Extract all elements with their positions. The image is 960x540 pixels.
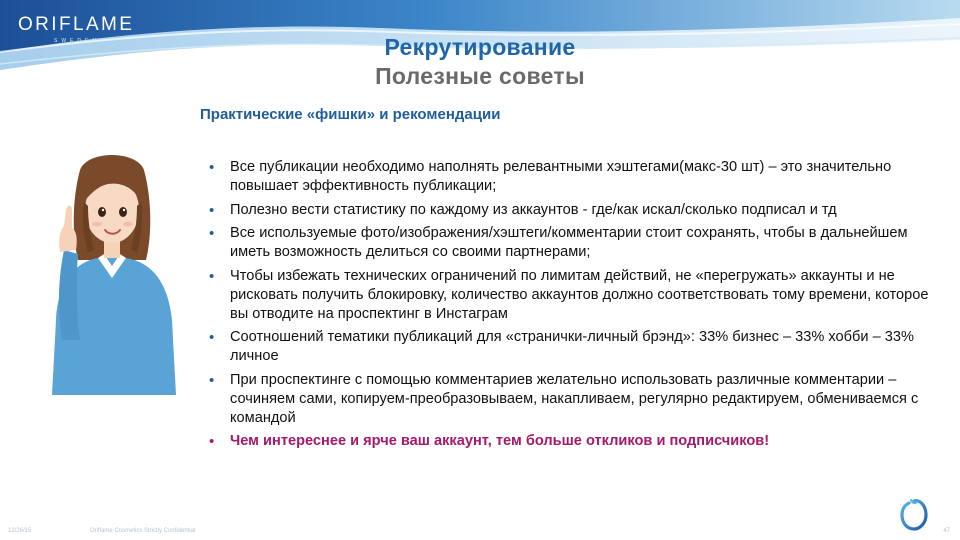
page-number: 47 (943, 528, 950, 534)
tip-text: Полезно вести статистику по каждому из аккаунтов - где/как искал/сколько подписал и тд (230, 201, 837, 218)
page-title: Рекрутирование (384, 34, 576, 60)
bullet-icon: • (209, 159, 215, 176)
bullet-icon: • (209, 225, 215, 242)
list-item (206, 267, 941, 324)
tips-list (206, 158, 941, 456)
tip-text: Чтобы избежать технических ограничений по лимитам действий, не «перегружать» аккаунты и не рисковать получить блокировку, количество аккаунтов должно соответствовать тому времени, которое вы отводите на проспектинг в Инстаграм (230, 267, 929, 322)
bullet-icon: • (209, 329, 215, 346)
list-item (206, 158, 941, 196)
oriflame-ring-icon (899, 497, 929, 531)
highlight-tip-text: Чем интереснее и ярче ваш аккаунт, тем больше откликов и подписчиков! (230, 433, 770, 449)
footer-confidential: Oriflame Cosmetics Strictly Confidential (90, 528, 196, 534)
list-item (206, 201, 941, 220)
bullet-icon: • (209, 371, 215, 389)
pointing-girl-illustration (42, 140, 182, 395)
footer-date: 12/26/15 (8, 528, 32, 534)
tip-text: Все используемые фото/изображения/хэштеги/комментарии стоит сохранять, чтобы в дальнейшем иметь возможность делиться со своими партнерами; (230, 225, 908, 260)
logo-wordmark: ORIFLAME (18, 14, 135, 35)
bullet-icon: • (209, 267, 215, 285)
page-subtitle: Полезные советы (375, 63, 585, 89)
bullet-icon: • (209, 201, 215, 219)
list-item (206, 224, 941, 262)
list-item (206, 328, 941, 366)
section-heading: Практические «фишки» и рекомендации (200, 106, 501, 123)
list-item (206, 371, 941, 428)
logo-subtext: SWEDEN (54, 38, 100, 44)
bullet-icon: • (209, 433, 215, 450)
tip-text: Соотношений тематики публикаций для «странички-личный брэнд»: 33% бизнес – 33% хобби – 33% личное (230, 329, 914, 364)
highlight-list-item (206, 432, 941, 451)
tip-text: Все публикации необходимо наполнять релевантными хэштегами(макс-30 шт) – это значительно повышает эффективность публикации; (230, 159, 892, 194)
tip-text: При проспектинге с помощью комментариев желательно использовать различные комментарии – сочиняем сами, копируем-преобразовываем, накапливаем, регулярно редактируем, обмениваемся с командой (230, 371, 919, 426)
